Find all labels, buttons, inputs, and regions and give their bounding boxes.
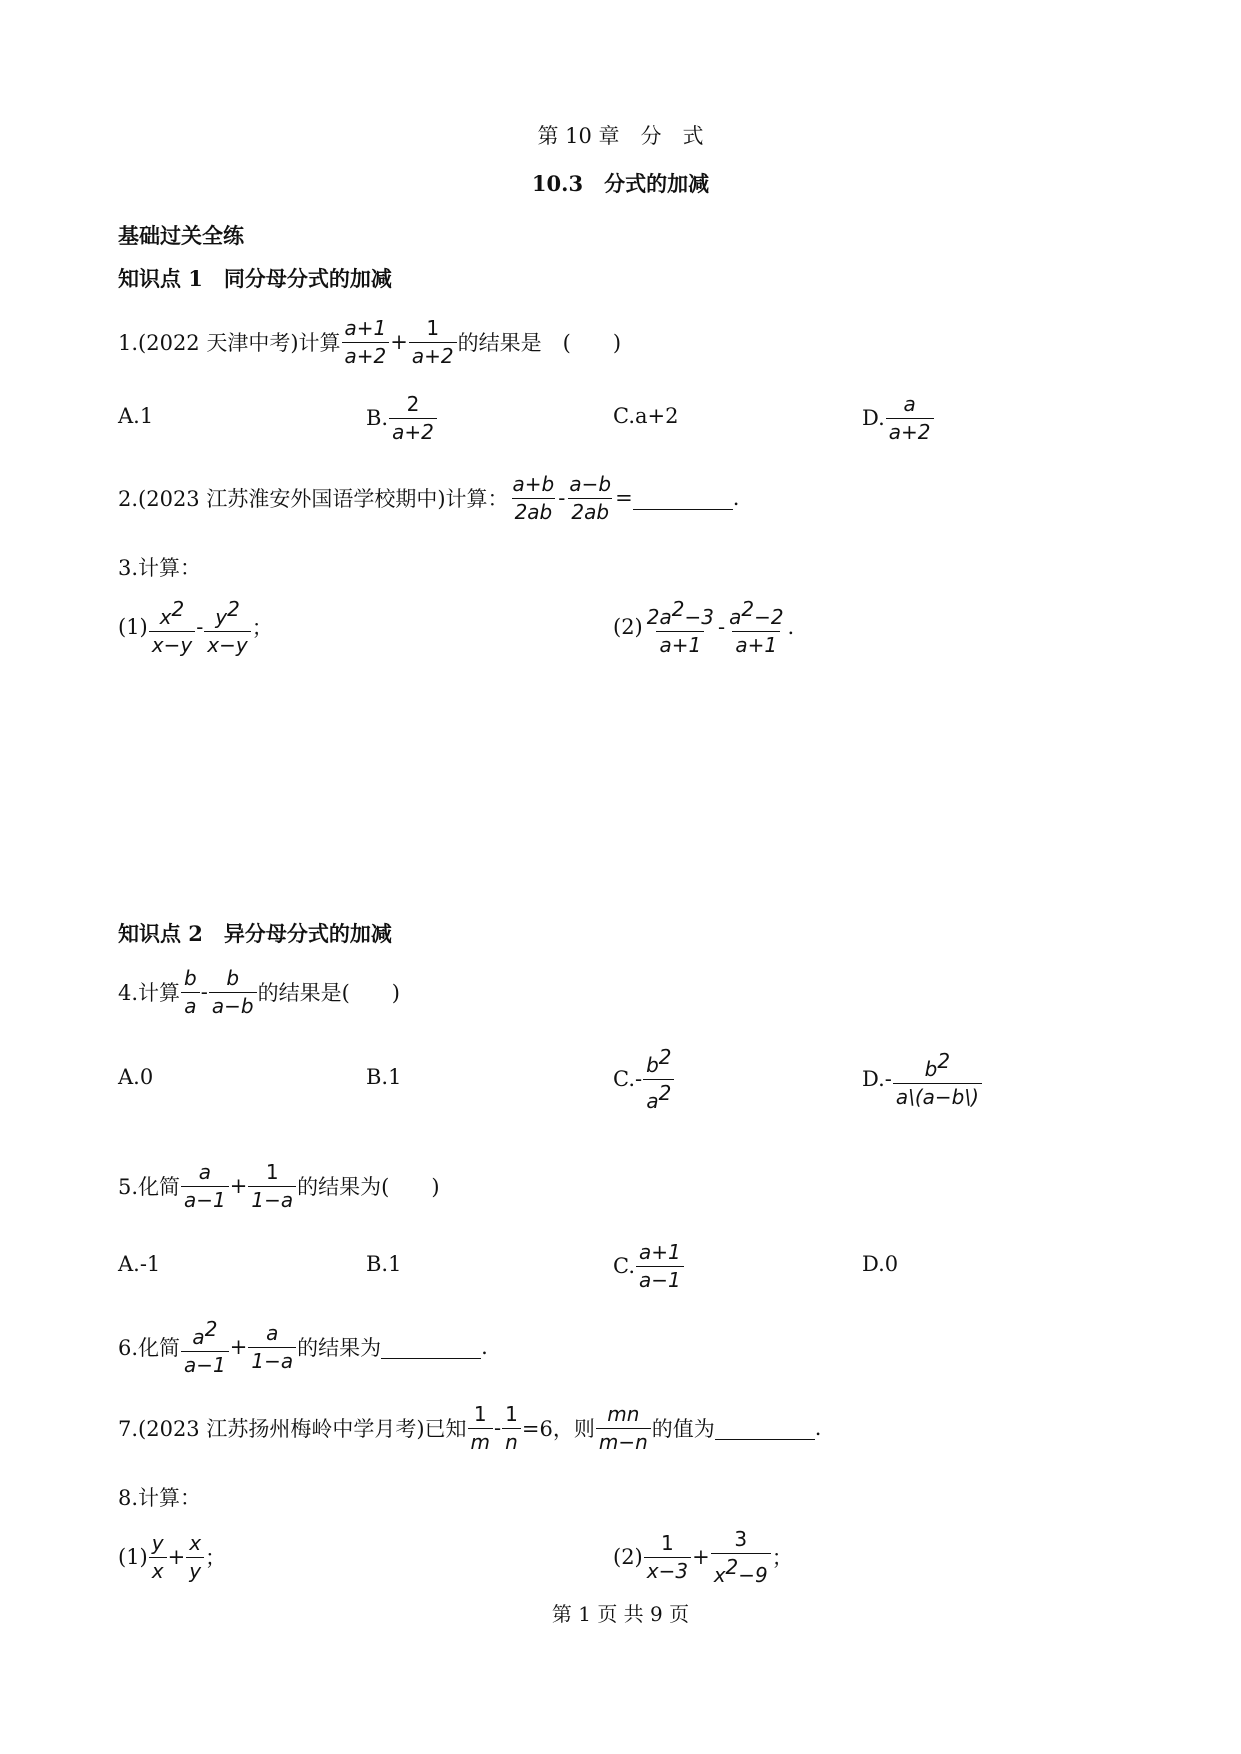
q6-operator: + bbox=[229, 1335, 248, 1359]
q5-f1-num: a bbox=[198, 1159, 212, 1184]
q4-option-d-den: a\(a−b\) bbox=[893, 1083, 982, 1109]
q1-f2-num: 1 bbox=[426, 315, 440, 340]
q2-f2-num: a−b bbox=[569, 471, 612, 496]
q6-suffix: 的结果为 bbox=[297, 1336, 382, 1360]
q7-f1-num: 1 bbox=[473, 1401, 487, 1426]
q5-suffix: 的结果为( ) bbox=[297, 1175, 440, 1199]
q8-p2-f2-den-a: x bbox=[713, 1562, 726, 1587]
q8-p2-f1-den: x−3 bbox=[644, 1557, 691, 1583]
q4-suffix: 的结果是( ) bbox=[257, 981, 400, 1005]
q5-option-c-num: a+1 bbox=[639, 1239, 681, 1264]
q6-prefix: 6.化简 bbox=[118, 1336, 181, 1360]
q3-p1-end: ； bbox=[251, 616, 273, 640]
q4-option-d-exp: 2 bbox=[937, 1048, 951, 1073]
q1-option-b-label: B. bbox=[366, 406, 389, 430]
q2-operator: - bbox=[558, 486, 566, 510]
q3-p2-f1-den: a+1 bbox=[656, 631, 704, 657]
q4-option-c bbox=[613, 1044, 676, 1113]
q2-end: . bbox=[732, 486, 740, 510]
q4-f2-num: b bbox=[226, 965, 240, 990]
q1-option-d-num: a bbox=[903, 391, 916, 416]
q5-option-a: A.-1 bbox=[118, 1252, 161, 1276]
q8-p1-end: ； bbox=[205, 1546, 227, 1570]
q3-p2-f2-den: a+1 bbox=[732, 631, 780, 657]
q1-option-c: C.a+2 bbox=[613, 404, 679, 428]
q7-suffix: 的值为 bbox=[651, 1417, 715, 1441]
q1-fraction-2 bbox=[409, 317, 457, 368]
q3-part-1 bbox=[118, 596, 273, 658]
q8-p1-f1-den: x bbox=[149, 1557, 167, 1583]
q4-f1-den: a bbox=[181, 992, 199, 1018]
q1-suffix: 的结果是 ( ) bbox=[457, 331, 622, 355]
q3-p2-end: . bbox=[787, 615, 795, 639]
q1-f1-den: a+2 bbox=[342, 342, 390, 368]
q4-f1-num: b bbox=[184, 965, 197, 990]
q1-option-b bbox=[366, 388, 438, 448]
q4-option-c-num: b bbox=[646, 1052, 659, 1077]
q7-f3-den: m−n bbox=[596, 1428, 651, 1454]
q3-p2-f1-num-a: 2a bbox=[646, 604, 672, 629]
q2-answer-blank[interactable] bbox=[633, 487, 733, 510]
q4-option-d-num: b bbox=[924, 1056, 938, 1081]
q6-f2-num: a bbox=[266, 1320, 279, 1345]
q7-f1-den: m bbox=[468, 1428, 493, 1454]
q6-f1-num: a bbox=[192, 1324, 205, 1349]
question-5 bbox=[118, 1156, 440, 1216]
q4-operator: - bbox=[200, 980, 208, 1004]
q5-f2-den: 1−a bbox=[248, 1186, 296, 1212]
q8-p2-end: ； bbox=[771, 1546, 793, 1570]
q1-fraction-1 bbox=[342, 317, 390, 368]
q4-option-d-label: D.- bbox=[862, 1067, 892, 1091]
q1-option-a: A.1 bbox=[118, 404, 154, 428]
q3-p1-f1-exp: 2 bbox=[171, 596, 185, 621]
q1-option-d-label: D. bbox=[862, 406, 885, 430]
q1-option-b-den: a+2 bbox=[389, 418, 437, 444]
q1-f1-num: a+1 bbox=[344, 315, 387, 340]
q4-option-c-den: a bbox=[646, 1088, 659, 1113]
q7-f2-den: n bbox=[502, 1428, 521, 1454]
q3-p1-operator: - bbox=[196, 615, 204, 639]
q2-f2-den: 2ab bbox=[568, 498, 612, 524]
chapter-title: 第 10 章 分 式 bbox=[537, 124, 704, 148]
q4-option-a: A.0 bbox=[118, 1065, 154, 1089]
q6-f1-exp: 2 bbox=[204, 1316, 218, 1341]
q7-f3-num: mn bbox=[607, 1401, 640, 1426]
q4-option-b: B.1 bbox=[366, 1065, 402, 1089]
question-1 bbox=[118, 312, 621, 372]
q3-p1-f1-num: x bbox=[159, 604, 172, 629]
q4-prefix: 4.计算 bbox=[118, 981, 181, 1005]
question-2 bbox=[118, 468, 739, 528]
q3-p1-f1-den: x−y bbox=[149, 631, 195, 657]
page-number: 第 1 页 共 9 页 bbox=[551, 1602, 690, 1626]
q5-option-c bbox=[613, 1236, 685, 1296]
q7-f2-num: 1 bbox=[505, 1401, 518, 1426]
q4-option-d bbox=[862, 1048, 983, 1110]
q1-option-d-den: a+2 bbox=[886, 418, 934, 444]
q1-f2-den: a+2 bbox=[409, 342, 457, 368]
q8-p2-f1-num: 1 bbox=[661, 1530, 674, 1555]
q1-option-d bbox=[862, 388, 935, 448]
q3-p2-operator: - bbox=[717, 615, 726, 639]
q5-option-c-label: C. bbox=[613, 1254, 635, 1278]
q2-f1-den: 2ab bbox=[512, 498, 556, 524]
q4-f2-den: a−b bbox=[209, 992, 257, 1018]
q8-p1-label: (1) bbox=[118, 1545, 148, 1569]
q8-p2-operator: + bbox=[692, 1545, 710, 1569]
q8-prefix: 8.计算： bbox=[118, 1486, 202, 1510]
q7-end: . bbox=[814, 1416, 822, 1440]
q3-p2-label: (2) bbox=[613, 615, 643, 639]
q1-prefix: 1.(2022 天津中考)计算 bbox=[118, 331, 341, 355]
question-6 bbox=[118, 1316, 488, 1378]
q7-prefix: 7.(2023 江苏扬州梅岭中学月考)已知 bbox=[118, 1417, 467, 1441]
q3-p1-label: (1) bbox=[118, 615, 148, 639]
q1-option-b-num: 2 bbox=[406, 391, 420, 416]
q8-part-1 bbox=[118, 1526, 226, 1588]
q3-p2-f2-num-b: −2 bbox=[754, 604, 784, 629]
q8-p2-label: (2) bbox=[613, 1545, 643, 1569]
q6-end: . bbox=[481, 1335, 488, 1359]
q2-equals: = bbox=[615, 486, 633, 510]
q4-option-c-den-exp: 2 bbox=[658, 1080, 672, 1105]
q3-p2-f1-exp: 2 bbox=[671, 596, 685, 621]
kp2-heading: 知识点 2 异分母分式的加减 bbox=[118, 921, 392, 946]
q8-part-2 bbox=[613, 1526, 793, 1588]
q3-p1-f2-num: y bbox=[215, 604, 228, 629]
q3-p2-f1-num-b: −3 bbox=[684, 604, 714, 629]
q5-option-d: D.0 bbox=[862, 1252, 899, 1276]
q4-option-c-num-exp: 2 bbox=[658, 1044, 672, 1069]
q3-prefix: 3.计算： bbox=[118, 556, 202, 580]
q8-p1-operator: + bbox=[167, 1545, 186, 1569]
q8-p2-f2-den-exp: 2 bbox=[725, 1554, 739, 1579]
q3-p1-f2-den: x−y bbox=[204, 631, 250, 657]
q2-f1-num: a+b bbox=[512, 471, 555, 496]
basic-heading: 基础过关全练 bbox=[118, 223, 244, 248]
q8-p1-f1-num: y bbox=[151, 1530, 164, 1555]
q4-option-c-label: C.- bbox=[613, 1067, 643, 1091]
q6-answer-blank[interactable] bbox=[381, 1336, 481, 1359]
q6-f2-den: 1−a bbox=[248, 1347, 296, 1373]
q7-mid: =6，则 bbox=[521, 1417, 595, 1441]
q5-option-c-den: a−1 bbox=[636, 1266, 684, 1292]
q3-p2-f2-exp: 2 bbox=[741, 596, 755, 621]
question-4 bbox=[118, 962, 400, 1022]
q3-p1-f2-exp: 2 bbox=[227, 596, 240, 621]
section-title: 10.3 分式的加减 bbox=[531, 171, 710, 196]
q3-part-2 bbox=[613, 596, 794, 658]
q8-p2-f2-num: 3 bbox=[734, 1526, 748, 1551]
q3-p2-f2-num-a: a bbox=[729, 604, 742, 629]
q5-f2-num: 1 bbox=[265, 1159, 279, 1184]
q5-option-b: B.1 bbox=[366, 1252, 402, 1276]
kp1-heading: 知识点 1 同分母分式的加减 bbox=[118, 266, 392, 291]
q5-f1-den: a−1 bbox=[181, 1186, 229, 1212]
question-7 bbox=[118, 1398, 821, 1458]
q1-operator: + bbox=[390, 330, 408, 354]
q7-operator: - bbox=[494, 1416, 502, 1440]
q8-p1-f2-num: x bbox=[189, 1530, 202, 1555]
q5-prefix: 5.化简 bbox=[118, 1175, 181, 1199]
q6-f1-den: a−1 bbox=[181, 1351, 229, 1377]
q8-p1-f2-den: y bbox=[186, 1557, 204, 1583]
q7-answer-blank[interactable] bbox=[715, 1417, 815, 1440]
q2-prefix: 2.(2023 江苏淮安外国语学校期中)计算： bbox=[118, 487, 509, 511]
q8-p2-f2-den-b: −9 bbox=[738, 1562, 768, 1587]
q5-operator: + bbox=[229, 1174, 248, 1198]
